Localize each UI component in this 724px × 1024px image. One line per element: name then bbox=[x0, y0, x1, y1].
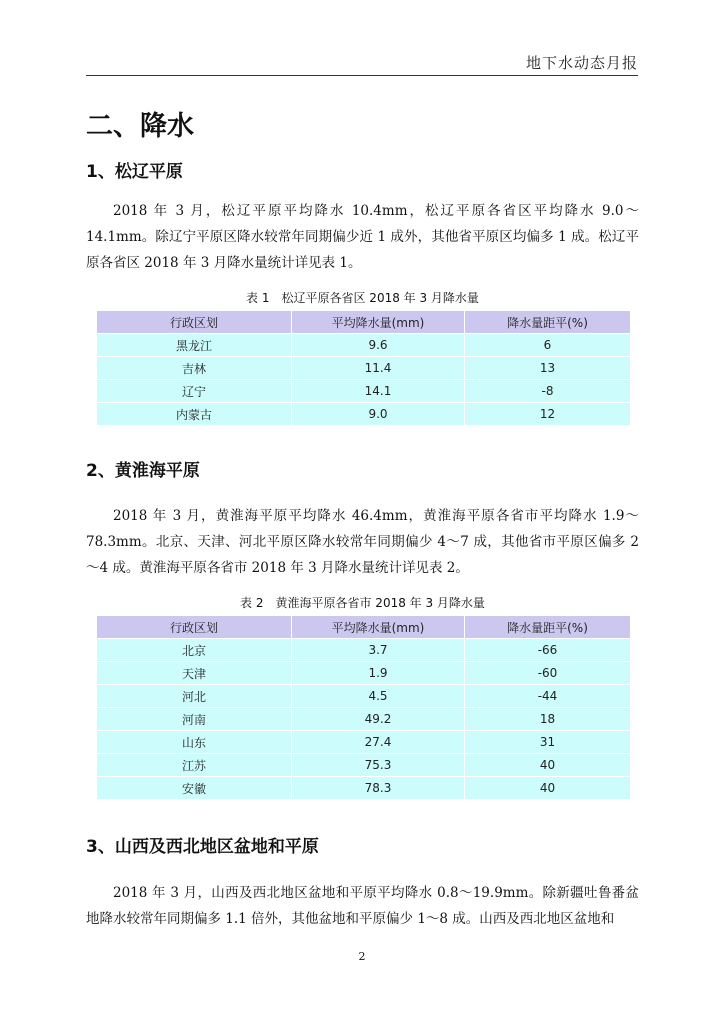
column-header-region: 行政区划 bbox=[97, 311, 292, 334]
cell-region: 安徽 bbox=[97, 777, 292, 800]
cell-anomaly: -66 bbox=[465, 639, 631, 662]
cell-avg-precip: 1.9 bbox=[292, 662, 465, 685]
subsection-heading-songliao: 1、松辽平原 bbox=[86, 162, 183, 182]
cell-avg-precip: 27.4 bbox=[292, 731, 465, 754]
column-header-anomaly: 降水量距平(%) bbox=[465, 311, 631, 334]
table-row bbox=[97, 357, 631, 380]
table-header-row bbox=[97, 311, 631, 334]
precipitation-table-2 bbox=[96, 615, 631, 800]
cell-region: 辽宁 bbox=[97, 380, 292, 403]
cell-anomaly: 31 bbox=[465, 731, 631, 754]
paragraph-shanxi-northwest: 2018 年 3 月，山西及西北地区盆地和平原平均降水 0.8～19.9mm。除新疆吐鲁番盆地降水较常年同期偏多 1.1 倍外，其他盆地和平原偏少 1～8 成。山西及西北地区盆地和 bbox=[86, 885, 639, 927]
cell-avg-precip: 75.3 bbox=[292, 754, 465, 777]
running-header-title: 地下水动态月报 bbox=[525, 54, 638, 72]
subsection-heading-shanxi-northwest: 3、山西及西北地区盆地和平原 bbox=[86, 837, 319, 857]
cell-region: 山东 bbox=[97, 731, 292, 754]
table-row bbox=[97, 777, 631, 800]
paragraph-songliao: 2018 年 3 月，松辽平原平均降水 10.4mm，松辽平原各省区平均降水 9.0～14.1mm。除辽宁平原区降水较常年同期偏少近 1 成外，其他省平原区均偏多 1 成。松辽平原各省区 2018 年 3 月降水量统计详见表 1。 bbox=[86, 203, 639, 271]
cell-avg-precip: 14.1 bbox=[292, 380, 465, 403]
cell-region: 黑龙江 bbox=[97, 334, 292, 357]
table-row bbox=[97, 662, 631, 685]
cell-region: 北京 bbox=[97, 639, 292, 662]
cell-anomaly: 13 bbox=[465, 357, 631, 380]
cell-avg-precip: 3.7 bbox=[292, 639, 465, 662]
cell-region: 天津 bbox=[97, 662, 292, 685]
table-caption-2: 表 2 黄淮海平原各省市 2018 年 3 月降水量 bbox=[240, 596, 485, 610]
table-row bbox=[97, 731, 631, 754]
table-row bbox=[97, 708, 631, 731]
cell-anomaly: 12 bbox=[465, 403, 631, 426]
header-divider bbox=[86, 75, 638, 76]
table-row bbox=[97, 754, 631, 777]
precipitation-table-1 bbox=[96, 310, 631, 426]
cell-region: 吉林 bbox=[97, 357, 292, 380]
table-row bbox=[97, 334, 631, 357]
cell-avg-precip: 9.0 bbox=[292, 403, 465, 426]
cell-region: 江苏 bbox=[97, 754, 292, 777]
cell-anomaly: 6 bbox=[465, 334, 631, 357]
table-row bbox=[97, 639, 631, 662]
cell-anomaly: -44 bbox=[465, 685, 631, 708]
cell-anomaly: 18 bbox=[465, 708, 631, 731]
cell-region: 河南 bbox=[97, 708, 292, 731]
table-row bbox=[97, 685, 631, 708]
table-caption-1: 表 1 松辽平原各省区 2018 年 3 月降水量 bbox=[246, 291, 479, 305]
section-heading: 二、降水 bbox=[86, 111, 194, 142]
cell-avg-precip: 49.2 bbox=[292, 708, 465, 731]
paragraph-huanghuaihai: 2018 年 3 月，黄淮海平原平均降水 46.4mm，黄淮海平原各省市平均降水 1.9～78.3mm。北京、天津、河北平原区降水较常年同期偏少 4～7 成，其他省市平原区偏多 2～4 成。黄淮海平原各省市 2018 年 3 月降水量统计详见表 2。 bbox=[86, 508, 639, 576]
cell-region: 内蒙古 bbox=[97, 403, 292, 426]
table-row bbox=[97, 403, 631, 426]
subsection-heading-huanghuaihai: 2、黄淮海平原 bbox=[86, 461, 200, 481]
cell-avg-precip: 9.6 bbox=[292, 334, 465, 357]
column-header-avg-precip: 平均降水量(mm) bbox=[292, 311, 465, 334]
cell-avg-precip: 4.5 bbox=[292, 685, 465, 708]
cell-anomaly: 40 bbox=[465, 754, 631, 777]
column-header-avg-precip: 平均降水量(mm) bbox=[292, 616, 465, 639]
column-header-region: 行政区划 bbox=[97, 616, 292, 639]
cell-anomaly: -8 bbox=[465, 380, 631, 403]
cell-avg-precip: 78.3 bbox=[292, 777, 465, 800]
cell-anomaly: -60 bbox=[465, 662, 631, 685]
cell-avg-precip: 11.4 bbox=[292, 357, 465, 380]
table-header-row bbox=[97, 616, 631, 639]
page-number: 2 bbox=[358, 950, 366, 963]
table-row bbox=[97, 380, 631, 403]
cell-anomaly: 40 bbox=[465, 777, 631, 800]
column-header-anomaly: 降水量距平(%) bbox=[465, 616, 631, 639]
cell-region: 河北 bbox=[97, 685, 292, 708]
